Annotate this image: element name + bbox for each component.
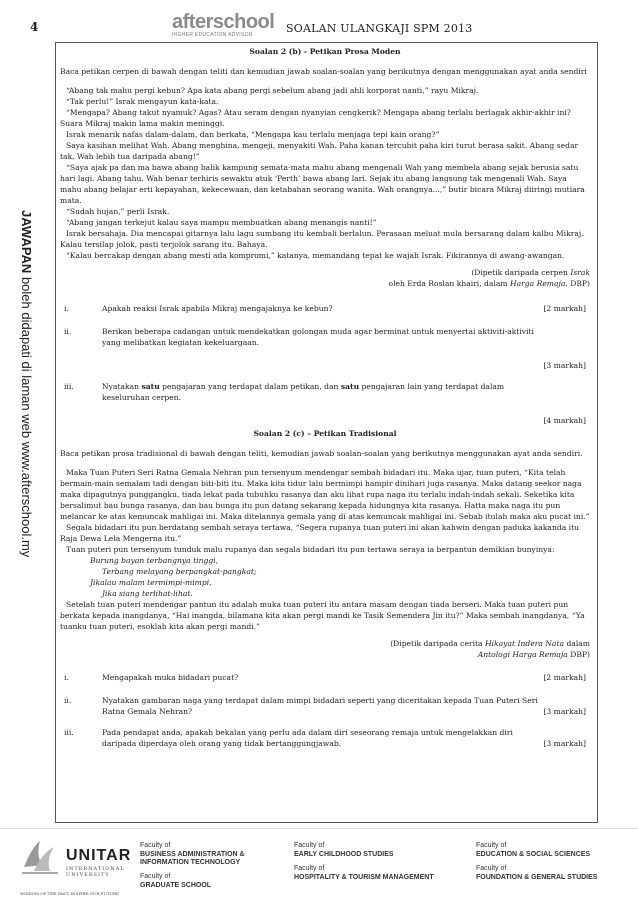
section-b-passage bbox=[60, 85, 590, 261]
faculty-business: Faculty of BUSINESS ADMINISTRATION & INFORMATION TECHNOLOGY bbox=[140, 842, 245, 866]
passage-paragraph: “Mengapa? Abang takut nyamuk? Agas? Atau seram dengan nyanyian cengkerik? Mengapa abang terlalu berlagak akhir-akhir ini? Suara Mikraj makin lama makin meninggi. bbox=[60, 108, 571, 128]
afterschool-logo bbox=[172, 12, 274, 38]
citation-book: Harga Remaja bbox=[510, 279, 566, 288]
page-content bbox=[60, 46, 590, 749]
section-c-intro: Baca petikan prosa tradisional di bawah dengan teliti, kemudian jawab soalan-soalan yang berikutnya menggunakan ayat anda sendiri. bbox=[60, 449, 583, 458]
passage-paragraph: “Abang jangan terkejut kalau saya mampu membuatkan abang menangis nanti!” bbox=[66, 218, 377, 227]
pantun-verse bbox=[60, 555, 590, 599]
verse-line: Jikalau malam termimpi-mimpi, bbox=[90, 578, 212, 587]
unitar-logo bbox=[20, 837, 132, 896]
citation-text: DBP) bbox=[567, 650, 590, 659]
question-text: Nyatakan satu pengajaran yang terdapat dalam petikan, dan satu pengajaran lain yang terdapat dalam keseluruhan cerpen. bbox=[102, 382, 505, 402]
passage-paragraph: Saya kasihan melihat Wah. Abang menghina, mengeji, menyakiti Wah. Paha kanan tercubit paha kiri turut berasa sakit. Abang sedar tak, Wah lebih tua daripada abang!” bbox=[60, 141, 579, 161]
passage-paragraph: “Kalau bercakap dengan abang mesti ada kompromi,” katanya, memandang tepat ke wajah Israk. Fikirannya di awang-awangan. bbox=[66, 251, 565, 260]
section-b-title: Soalan 2 (b) - Petikan Prosa Moden bbox=[249, 47, 401, 56]
verse-line: Burung bayan terbangnya tinggi, bbox=[90, 556, 219, 565]
question-text: Pada pendapat anda, apakah bekalan yang perlu ada dalam diri seseorang remaja untuk mengelakkan diri daripada diperdaya oleh orang yang tidak bertanggungjawab. bbox=[102, 728, 513, 748]
section-c-passage bbox=[60, 467, 590, 632]
logo-name: afterschool bbox=[172, 11, 275, 33]
question-number: ii. bbox=[64, 696, 72, 705]
citation-title: Israk bbox=[570, 268, 590, 277]
question-marks: [3 markah] bbox=[543, 707, 586, 716]
sidebar-bold: JAWAPAN bbox=[19, 210, 34, 274]
passage-paragraph: Israk bersahaja. Dia mencapai gitarnya lalu lagu sumbang itu kembali berlalun. Perasaan meluat mula bersarang dalam kalbu Mikraj. Kalau tersilap jolok, pasti terjolok sarang itu. Bahaya. bbox=[60, 229, 584, 249]
passage-paragraph: Tuan puteri pun tersenyum tunduk malu rupanya dan segala bidadari itu pun tertawa seraya ia berpantun demikian bunyinya: bbox=[66, 545, 555, 554]
question-text: Nyatakan gambaran naga yang terdapat dalam mimpi bidadari seperti yang diceritakan kepada Tuan Puteri Seri Ratna Gemala Nehran? bbox=[102, 696, 538, 716]
question-marks: [2 markah] bbox=[543, 673, 586, 682]
faculty-early-childhood: Faculty of EARLY CHILDHOOD STUDIES bbox=[294, 842, 394, 858]
question-text: Berikan beberapa cadangan untuk mendekatkan golongan muda agar berminat untuk menyertai aktiviti-aktiviti yang melibatkan kegiatan kekeluargaan. bbox=[102, 327, 534, 347]
question-item bbox=[60, 326, 590, 348]
passage-paragraph: “Sudah hujan,” perli Israk. bbox=[66, 207, 170, 216]
unitar-tagline: WISDOM OF THE PAST, INSPIRE OUR FUTURE bbox=[20, 891, 119, 896]
question-number: i. bbox=[64, 673, 69, 682]
passage-paragraph: “Abang tak mahu pergi kebun? Apa kata abang pergi sebelum abang jadi ahli korporat nanti,” rayu Mikraj. bbox=[66, 86, 479, 95]
logo-tagline: HIGHER EDUCATION ADVISOR bbox=[172, 32, 253, 38]
page-number: 4 bbox=[30, 20, 39, 34]
citation-text: dalam bbox=[564, 639, 590, 648]
unitar-name: UNITAR bbox=[66, 847, 132, 864]
question-item bbox=[60, 672, 590, 683]
section-c-citation bbox=[60, 638, 590, 660]
section-b-intro: Baca petikan cerpen di bawah dengan teliti dan kemudian jawab soalan-soalan yang berikutnya dengan menggunakan ayat anda sendiri bbox=[60, 67, 587, 76]
footer-banner bbox=[0, 828, 638, 904]
question-number: i. bbox=[64, 304, 69, 313]
faculty-foundation: Faculty of FOUNDATION & GENERAL STUDIES bbox=[476, 865, 598, 881]
question-item bbox=[60, 381, 590, 403]
passage-paragraph: Israk menarik nafas dalam-dalam, dan berkata, “Mengapa kau terlalu menjaga tepi kain orang?” bbox=[66, 130, 440, 139]
question-marks: [3 markah] bbox=[543, 361, 586, 370]
passage-paragraph: “Saya ajak pa dan ma bawa abang balik kampung semata-mata mahu abang mengenali Wah yang membela abang sejak berusia satu hari lagi. Abang tahu, Wah benar terhiris sewaktu atuk ‘Perth’ bawa abang lari. Sejak itu abang langsung tak mengenali Wah. Saya mahu abang belajar erti kepayahan, kekecewaan, dan ketabahan seorang wanita. Wah orangnya...,” butir bicara Mikraj diiringi mutiara mata. bbox=[60, 163, 585, 205]
faculty-hospitality: Faculty of HOSPITALITY & TOURISM MANAGEMENT bbox=[294, 865, 434, 881]
question-item bbox=[60, 303, 590, 314]
sidebar-rest: boleh didapati di laman web www.afterschool.my bbox=[19, 273, 34, 558]
unitar-emblem-icon bbox=[20, 837, 60, 877]
question-marks: [4 markah] bbox=[543, 416, 586, 425]
question-number: iii. bbox=[64, 728, 74, 737]
citation-text: oleh Erda Roslan khairi, dalam bbox=[388, 279, 511, 288]
section-c-title: Soalan 2 (c) – Petikan Tradisional bbox=[253, 429, 397, 438]
question-marks: [3 markah] bbox=[543, 739, 586, 748]
question-number: ii. bbox=[64, 327, 72, 336]
question-number: iii. bbox=[64, 382, 74, 391]
faculty-graduate: Faculty of GRADUATE SCHOOL bbox=[140, 873, 212, 889]
passage-paragraph: Setelah tuan puteri mendengar pantun itu adalah muka tuan puteri itu antara masam dengan tiada berseri. Maka tuan puteri pun berkata kepada inangdanya, “Hai inangda, bilamana kita akan pergi mandi ke Tasik Semendera Jin itu?” Maka sembah inangdanya, “Ya tuanku tuan puteri, esoklah kita akan pergi mandi.” bbox=[60, 600, 585, 631]
citation-title: Hikayat Indera Nata bbox=[485, 639, 565, 648]
question-item bbox=[60, 727, 590, 749]
sidebar-note bbox=[15, 210, 53, 610]
citation-book: Antologi Harga Remaja bbox=[477, 650, 568, 659]
unitar-subtitle: INTERNATIONAL UNIVERSITY bbox=[66, 866, 125, 878]
question-text: Mengapakah muka bidadari pucat? bbox=[102, 673, 239, 682]
citation-text: , DBP) bbox=[565, 279, 590, 288]
question-item bbox=[60, 695, 590, 717]
citation-text: (Dipetik daripada cerita bbox=[390, 639, 485, 648]
section-b-citation bbox=[60, 267, 590, 289]
faculty-education: Faculty of EDUCATION & SOCIAL SCIENCES bbox=[476, 842, 591, 858]
passage-paragraph: Segala bidadari itu pun berdatang sembah seraya tertawa, “Segera rupanya tuan puteri ini akan kahwin dengan paduka kakanda itu Raja Dewa Lela Mengerna itu.” bbox=[60, 523, 580, 543]
verse-line: Jika siang terlihat-lihat. bbox=[102, 589, 193, 598]
verse-line: Terbang melayang berpangkat-pangkat; bbox=[102, 567, 257, 576]
passage-paragraph: “Tak perlu!” Israk mengayun kata-kata. bbox=[66, 97, 219, 106]
question-marks: [2 markah] bbox=[543, 304, 586, 313]
question-text: Apakah reaksi Israk apabila Mikraj mengajaknya ke kebun? bbox=[102, 304, 333, 313]
passage-paragraph: Maka Tuan Puteri Seri Ratna Gemala Nehran pun tersenyum mendengar sembah bidadari itu. Maka ujar, tuan puteri, “Kita telah bermain-main semalam tadi dengan biti-biti itu. Maka kita tidur lalu bermimpi hampir dinihari juga rasanya. Maka datang seekor naga maka dipagutnya punggangku, tiada lekat pada tubuhku rasanya dan aku lihat rupa naga itu terlalu indah-indah sekali. Seketika kita bersalimut bau bunga rasanya, dan bau bunga itu pun datang sekarang kepada hidungnya kita rasanya. Hatta maka naga itu pun melancar ke atas kemuncak mahligai ini. Maka ditelannya gemala yang di atas kemuncak mahligai ini. Sebab itulah maka aku pucat ini.” bbox=[60, 468, 590, 521]
citation-text: (Dipetik daripada cerpen bbox=[471, 268, 571, 277]
header-title: SOALAN ULANGKAJI SPM 2013 bbox=[286, 22, 473, 35]
